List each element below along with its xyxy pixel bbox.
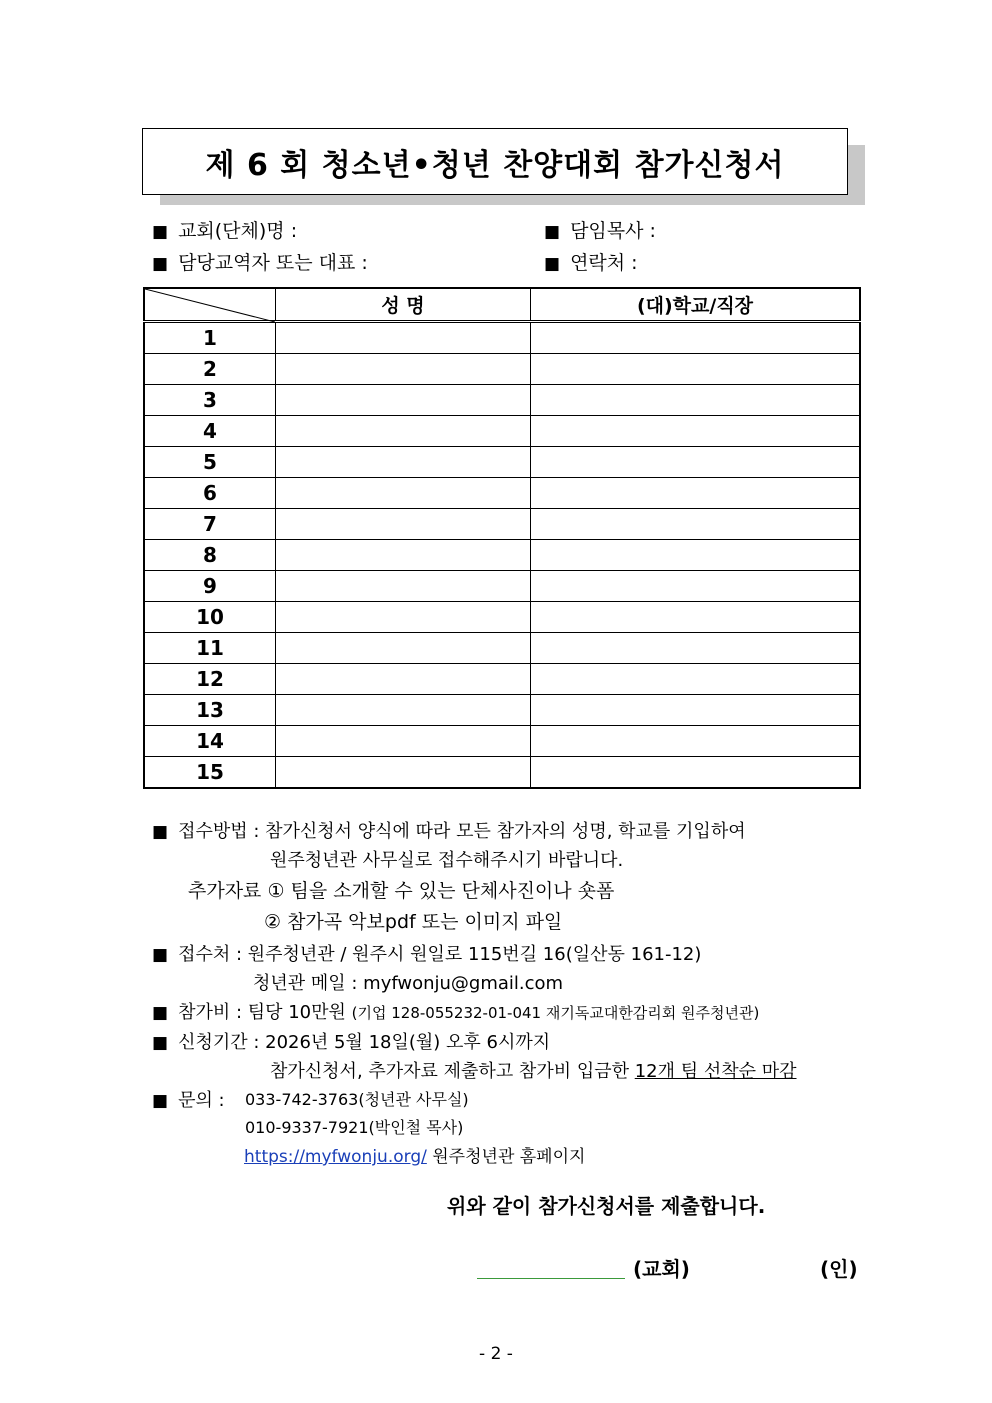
row-number: 11 bbox=[144, 633, 276, 664]
title-box bbox=[142, 128, 848, 195]
col-name-header: 성 명 bbox=[276, 288, 531, 322]
table-header-row bbox=[144, 288, 860, 322]
school-cell[interactable] bbox=[531, 633, 861, 664]
row-number: 4 bbox=[144, 416, 276, 447]
school-cell[interactable] bbox=[531, 664, 861, 695]
table-row bbox=[144, 509, 860, 540]
name-cell[interactable] bbox=[276, 695, 531, 726]
school-cell[interactable] bbox=[531, 695, 861, 726]
row-number: 12 bbox=[144, 664, 276, 695]
name-cell[interactable] bbox=[276, 447, 531, 478]
name-cell[interactable] bbox=[276, 322, 531, 354]
row-number: 7 bbox=[144, 509, 276, 540]
name-cell[interactable] bbox=[276, 602, 531, 633]
table-body bbox=[144, 322, 860, 789]
name-cell[interactable] bbox=[276, 726, 531, 757]
seal-label: (인) bbox=[820, 1257, 858, 1281]
phone2: 010-9337-7921(박인철 목사) bbox=[245, 1118, 464, 1137]
name-cell[interactable] bbox=[276, 571, 531, 602]
name-cell[interactable] bbox=[276, 478, 531, 509]
bullet-square-icon: ■ bbox=[544, 222, 561, 242]
bullet-square-icon: ■ bbox=[152, 1091, 169, 1111]
period-line2 bbox=[270, 1057, 797, 1083]
school-cell[interactable] bbox=[531, 509, 861, 540]
row-number: 5 bbox=[144, 447, 276, 478]
pastor-field bbox=[544, 216, 656, 243]
school-cell[interactable] bbox=[531, 447, 861, 478]
table-row bbox=[144, 385, 860, 416]
table-row bbox=[144, 726, 860, 757]
name-cell[interactable] bbox=[276, 757, 531, 789]
bullet-square-icon: ■ bbox=[152, 1003, 169, 1023]
bullet-square-icon: ■ bbox=[152, 822, 169, 842]
school-cell[interactable] bbox=[531, 478, 861, 509]
row-number: 15 bbox=[144, 757, 276, 789]
leader-label: 담당교역자 또는 대표 : bbox=[178, 252, 368, 274]
table-row bbox=[144, 695, 860, 726]
page-number: - 2 - bbox=[479, 1344, 513, 1364]
diagonal-line bbox=[145, 289, 275, 322]
school-cell[interactable] bbox=[531, 757, 861, 789]
row-number: 8 bbox=[144, 540, 276, 571]
extra-line1: 추가자료 ① 팀을 소개할 수 있는 단체사진이나 숏폼 bbox=[188, 880, 615, 902]
homepage-link[interactable]: https://myfwonju.org/ bbox=[244, 1147, 427, 1167]
table-row bbox=[144, 416, 860, 447]
row-number: 14 bbox=[144, 726, 276, 757]
school-cell[interactable] bbox=[531, 354, 861, 385]
school-cell[interactable] bbox=[531, 416, 861, 447]
fee-line bbox=[152, 998, 759, 1024]
diagonal-header-cell bbox=[144, 288, 276, 322]
table-row bbox=[144, 602, 860, 633]
name-cell[interactable] bbox=[276, 664, 531, 695]
row-number: 9 bbox=[144, 571, 276, 602]
method-line bbox=[152, 817, 746, 843]
school-cell[interactable] bbox=[531, 571, 861, 602]
method-line2: 원주청년관 사무실로 접수해주시기 바랍니다. bbox=[270, 850, 624, 871]
table-row bbox=[144, 757, 860, 789]
method-text: 접수방법 : 참가신청서 양식에 따라 모든 참가자의 성명, 학교를 기입하여 bbox=[178, 821, 746, 842]
email-line: 청년관 메일 : myfwonju@gmail.com bbox=[253, 973, 564, 994]
church-label: 교회(단체)명 : bbox=[178, 220, 298, 242]
row-number: 3 bbox=[144, 385, 276, 416]
period-text: 신청기간 : 2026년 5월 18일(월) 오후 6시까지 bbox=[178, 1032, 551, 1053]
fee-text: 참가비 : 팀당 10만원 bbox=[178, 1002, 346, 1023]
period-line bbox=[152, 1028, 550, 1054]
pastor-label: 담임목사 : bbox=[570, 220, 656, 242]
name-cell[interactable] bbox=[276, 354, 531, 385]
bullet-square-icon: ■ bbox=[152, 254, 169, 274]
inquiry-line bbox=[152, 1086, 225, 1112]
name-cell[interactable] bbox=[276, 540, 531, 571]
signature-line[interactable] bbox=[477, 1278, 625, 1279]
table-row bbox=[144, 540, 860, 571]
table-row bbox=[144, 447, 860, 478]
period-line2-text: 참가신청서, 추가자료 제출하고 참가비 입금한 bbox=[270, 1061, 629, 1082]
bullet-square-icon: ■ bbox=[544, 254, 561, 274]
school-cell[interactable] bbox=[531, 385, 861, 416]
row-number: 6 bbox=[144, 478, 276, 509]
bullet-square-icon: ■ bbox=[152, 945, 169, 965]
period-deadline: 12개 팀 선착순 마감 bbox=[634, 1061, 797, 1082]
table-row bbox=[144, 633, 860, 664]
table-row bbox=[144, 478, 860, 509]
table-row bbox=[144, 664, 860, 695]
name-cell[interactable] bbox=[276, 385, 531, 416]
leader-field bbox=[152, 248, 368, 275]
school-cell[interactable] bbox=[531, 602, 861, 633]
row-number: 1 bbox=[144, 322, 276, 354]
school-cell[interactable] bbox=[531, 322, 861, 354]
submit-statement: 위와 같이 참가신청서를 제출합니다. bbox=[447, 1194, 766, 1218]
roster-table bbox=[143, 287, 861, 789]
church-sign-label: (교회) bbox=[633, 1257, 690, 1281]
name-cell[interactable] bbox=[276, 416, 531, 447]
school-cell[interactable] bbox=[531, 540, 861, 571]
table-row bbox=[144, 571, 860, 602]
homepage-label: 원주청년관 홈페이지 bbox=[432, 1147, 586, 1167]
name-cell[interactable] bbox=[276, 633, 531, 664]
fee-account: (기업 128-055232-01-041 재기독교대한감리회 원주청년관) bbox=[351, 1004, 760, 1022]
school-cell[interactable] bbox=[531, 726, 861, 757]
row-number: 10 bbox=[144, 602, 276, 633]
phone1: 033-742-3763(청년관 사무실) bbox=[245, 1090, 469, 1109]
place-text: 접수처 : 원주청년관 / 원주시 원일로 115번길 16(일산동 161-12) bbox=[178, 944, 702, 965]
contact-field bbox=[544, 248, 638, 275]
table-row bbox=[144, 322, 860, 354]
row-number: 2 bbox=[144, 354, 276, 385]
bullet-square-icon: ■ bbox=[152, 222, 169, 242]
row-number: 13 bbox=[144, 695, 276, 726]
table-row bbox=[144, 354, 860, 385]
contact-label: 연락처 : bbox=[570, 252, 638, 274]
name-cell[interactable] bbox=[276, 509, 531, 540]
col-school-header: (대)학교/직장 bbox=[531, 288, 861, 322]
church-field bbox=[152, 216, 297, 243]
homepage-line bbox=[244, 1142, 585, 1167]
bullet-square-icon: ■ bbox=[152, 1033, 169, 1053]
place-line bbox=[152, 940, 701, 966]
page-title: 제 6 회 청소년•청년 찬양대회 참가신청서 bbox=[205, 147, 785, 183]
inquiry-label: 문의 : bbox=[178, 1090, 225, 1111]
extra-line2: ② 참가곡 악보pdf 또는 이미지 파일 bbox=[264, 911, 563, 933]
